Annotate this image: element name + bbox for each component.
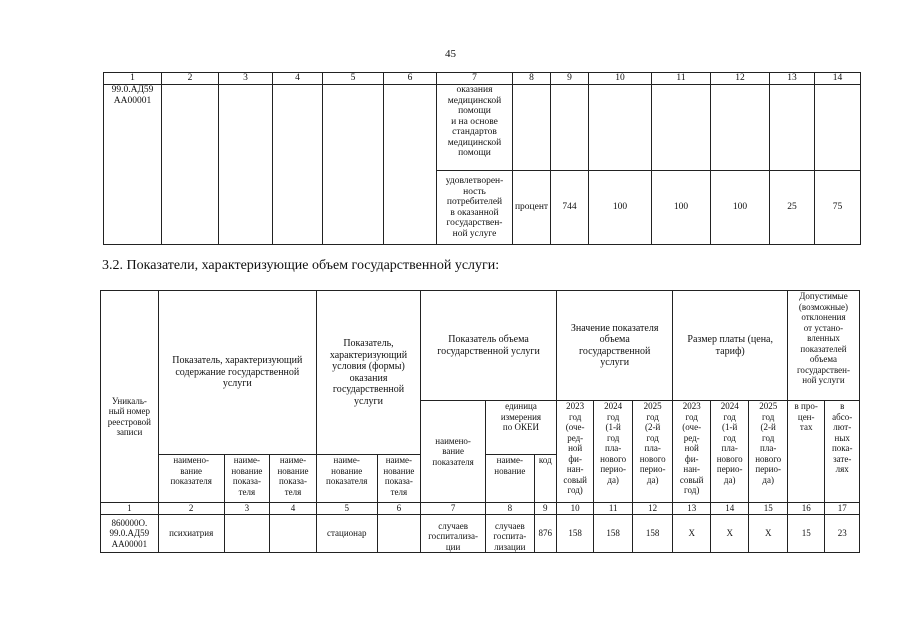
unit-code: 876 [534,515,556,553]
col-number: 4 [273,73,323,85]
empty-cell [770,85,815,171]
section-title: 3.2. Показатели, характеризующие объем государственной услуги: [102,258,500,273]
header-unit-name: наиме- нование [486,455,535,503]
col-number: 2 [158,503,224,515]
page-number: 45 [445,48,456,60]
col-number: 9 [534,503,556,515]
col-number: 10 [589,73,652,85]
col-number: 15 [749,503,788,515]
registry-code: 860000О. 99.0.АД59 АА00001 [101,515,159,553]
col-number: 14 [815,73,861,85]
header-deviation-absolute: в абсо- лют- ных пока- зате- лях [825,401,860,503]
header-unit: единица измерения по ОКЕИ [486,401,557,455]
empty-cell [652,85,711,171]
volume-indicators-table [100,290,860,553]
header-deviation: Допустимые (возможные) отклонения от устано- вленных показателей объема государствен- ной услуги [787,291,859,401]
indicator-name: оказания медицинской помощи и на основе стандартов медицинской помощи [437,85,513,171]
empty-cell [513,85,551,171]
header-fee-2023: 2023 год (оче- ред- ной фи- нан- совый год) [673,401,710,503]
header-value-2023: 2023 год (оче- ред- ной фи- нан- совый год) [556,401,593,503]
header-value-2025: 2025 год (2-й год пла- нового перио- да) [632,401,673,503]
conditions-2 [377,515,421,553]
fee-2023: Х [673,515,710,553]
deviation-absolute: 75 [815,171,861,245]
value-2023: 158 [556,515,593,553]
col-number: 14 [710,503,749,515]
col-number: 1 [104,73,162,85]
col-number: 17 [825,503,860,515]
header-conditions-1: наиме- нование показателя [316,455,377,503]
unit-name: случаев госпита- лизации [486,515,535,553]
content-2 [224,515,270,553]
col-number: 8 [486,503,535,515]
col-number: 13 [770,73,815,85]
volume-name: случаев госпитализа- ции [421,515,486,553]
indicator-name: удовлетворен- ность потребителей в оказанной государствен- ной услуге [437,171,513,245]
header-row [101,291,860,401]
header-content-3: наиме- нование показа- теля [270,455,317,503]
header-conditions-indicator: Показатель, характеризующий условия (формы) оказания государственной услуги [316,291,420,455]
col-number: 9 [551,73,589,85]
empty-cell [323,85,384,245]
header-fee: Размер платы (цена, тариф) [673,291,788,401]
unit-code: 744 [551,171,589,245]
col-number: 16 [787,503,824,515]
col-number: 13 [673,503,710,515]
table-row [104,85,861,171]
conditions-1: стационар [316,515,377,553]
col-number: 10 [556,503,593,515]
col-number: 5 [323,73,384,85]
col-number: 2 [162,73,219,85]
col-number: 11 [652,73,711,85]
col-number: 6 [384,73,437,85]
quality-indicators-table [103,72,861,245]
empty-cell [273,85,323,245]
col-number: 11 [594,503,633,515]
column-number-row [104,73,861,85]
col-number: 3 [219,73,273,85]
col-number: 12 [632,503,673,515]
col-number: 8 [513,73,551,85]
header-registry-number: Уникаль- ный номер реестровой записи [101,291,159,503]
empty-cell [551,85,589,171]
header-volume-indicator: Показатель объема государственной услуги [421,291,557,401]
col-number: 1 [101,503,159,515]
unit-name: процент [513,171,551,245]
empty-cell [162,85,219,245]
col-number: 5 [316,503,377,515]
content-1: психиатрия [158,515,224,553]
registry-code: 99.0.АД59 АА00001 [104,85,162,245]
content-3 [270,515,317,553]
column-number-row [101,503,860,515]
value-2025: 100 [711,171,770,245]
fee-2024: Х [710,515,749,553]
header-fee-2025: 2025 год (2-й год пла- нового перио- да) [749,401,788,503]
value-2024: 100 [652,171,711,245]
header-conditions-2: наиме- нование показа- теля [377,455,421,503]
deviation-percent: 15 [787,515,824,553]
header-content-1: наимено- вание показателя [158,455,224,503]
fee-2025: Х [749,515,788,553]
header-unit-code: код [534,455,556,503]
col-number: 3 [224,503,270,515]
header-content-indicator: Показатель, характеризующий содержание государственной услуги [158,291,316,455]
empty-cell [384,85,437,245]
table-row [101,515,860,553]
deviation-absolute: 23 [825,515,860,553]
header-fee-2024: 2024 год (1-й год пла- нового перио- да) [710,401,749,503]
value-2023: 100 [589,171,652,245]
deviation-percent: 25 [770,171,815,245]
empty-cell [589,85,652,171]
header-deviation-percent: в про- цен- тах [787,401,824,503]
header-value-2024: 2024 год (1-й год пла- нового перио- да) [594,401,633,503]
col-number: 7 [437,73,513,85]
empty-cell [815,85,861,171]
empty-cell [711,85,770,171]
value-2025: 158 [632,515,673,553]
col-number: 7 [421,503,486,515]
col-number: 12 [711,73,770,85]
header-volume-name: наимено- вание показателя [421,401,486,503]
header-indicator-value: Значение показателя объема государственной услуги [556,291,673,401]
value-2024: 158 [594,515,633,553]
header-content-2: наиме- нование показа- теля [224,455,270,503]
col-number: 4 [270,503,317,515]
col-number: 6 [377,503,421,515]
empty-cell [219,85,273,245]
